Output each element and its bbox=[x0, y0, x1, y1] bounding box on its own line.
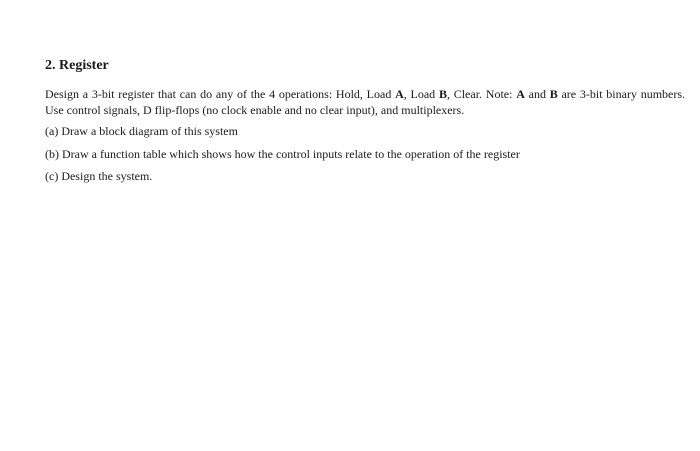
part-a: (a) Draw a block diagram of this system bbox=[45, 124, 238, 138]
problem-statement bbox=[45, 86, 685, 118]
statement-bold-a-1: A bbox=[395, 87, 404, 101]
statement-text-4: and bbox=[524, 87, 550, 101]
statement-bold-b-2: B bbox=[549, 87, 558, 101]
part-c: (c) Design the system. bbox=[45, 169, 153, 183]
statement-bold-a-2: A bbox=[516, 87, 525, 101]
statement-text-1: Design a 3-bit register that can do any of the 4 operations: Hold, Load bbox=[45, 87, 396, 101]
statement-bold-b-1: B bbox=[438, 87, 447, 101]
part-b: (b) Draw a function table which shows how the control inputs relate to the operation of the register bbox=[45, 147, 520, 161]
statement-text-3: , Clear. Note: bbox=[446, 87, 517, 101]
problem-heading: 2. Register bbox=[45, 58, 109, 73]
statement-text-2: , Load bbox=[403, 87, 439, 101]
statement-text-5: are 3-bit binary numbers. Use control signals, D flip-flops (no clock enable and no clear input), and multiplexers. bbox=[45, 87, 686, 117]
